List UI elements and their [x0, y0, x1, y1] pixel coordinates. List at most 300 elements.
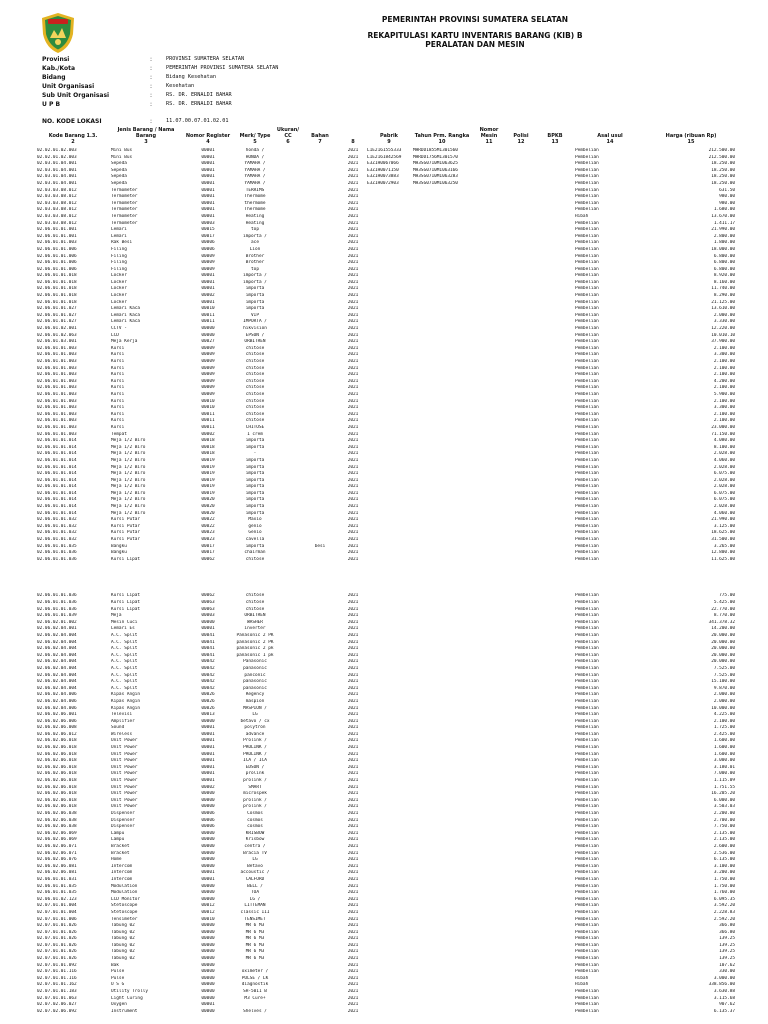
table-cell	[366, 524, 412, 531]
table-cell: 02.06.01.01.032	[37, 537, 77, 543]
table-cell: 2021	[347, 606, 359, 612]
table-cell: prolink /	[243, 804, 267, 810]
table-cell: 00006	[201, 240, 215, 246]
table-cell	[412, 884, 472, 891]
table-cell: 2021	[347, 956, 359, 962]
table-cell	[366, 679, 412, 686]
table-cell	[276, 620, 300, 627]
table-cell: 6.800.00	[713, 253, 735, 259]
table-row	[36, 168, 736, 175]
table-cell: 00012	[201, 909, 215, 915]
table-cell: Kursi Lipat	[111, 600, 141, 605]
table-cell: Pembelian	[575, 936, 599, 942]
table-cell	[506, 857, 536, 864]
table-cell: importa	[245, 438, 265, 444]
table-row	[36, 837, 736, 844]
table-cell: Dispenser	[111, 824, 135, 830]
table-cell	[536, 844, 574, 851]
table-cell	[366, 227, 412, 234]
table-cell: Bracket	[111, 850, 130, 856]
table-cell	[472, 923, 506, 930]
table-cell: 00000	[201, 830, 215, 836]
table-cell: 00000	[201, 883, 215, 889]
table-cell	[536, 692, 574, 699]
table-cell: oximeter /	[241, 969, 269, 975]
table-cell	[300, 550, 340, 557]
table-cell: importa	[245, 490, 265, 496]
table-cell: 2021	[347, 975, 359, 981]
table-row	[36, 227, 736, 234]
table-cell: importa	[245, 464, 265, 470]
table-cell: Home	[111, 857, 122, 863]
table-cell: Kursi	[111, 424, 125, 430]
table-cell: Pembelian	[575, 778, 599, 784]
table-cell	[276, 280, 300, 287]
table-cell: 00023	[201, 530, 215, 536]
table-cell	[506, 785, 536, 792]
table-cell	[366, 771, 412, 778]
column-header: BPKB	[547, 133, 563, 139]
table-cell: 2021	[347, 942, 359, 948]
table-cell: 6.075.00	[713, 490, 735, 496]
table-cell	[300, 530, 340, 537]
table-cell	[276, 326, 300, 333]
table-cell: Lemari Kaca	[111, 319, 141, 325]
table-cell	[300, 445, 340, 452]
table-cell	[300, 745, 340, 752]
table-cell	[366, 778, 412, 785]
table-cell	[472, 804, 506, 811]
table-cell: 02.06.02.06.038	[37, 811, 77, 816]
table-cell: Stetoscope	[111, 909, 138, 915]
table-cell: Pembelian	[575, 424, 599, 430]
table-cell	[412, 903, 472, 910]
table-cell	[472, 385, 506, 392]
table-cell: 6.000.00	[713, 797, 735, 803]
table-cell: Pembelian	[575, 659, 599, 665]
table-row	[36, 465, 736, 472]
table-cell: 20.000.00	[711, 639, 735, 645]
table-cell	[506, 260, 536, 267]
table-cell	[276, 732, 300, 739]
table-cell: Pembelian	[575, 253, 599, 259]
table-cell	[506, 399, 536, 406]
table-cell: Pembelian	[575, 725, 599, 731]
table-cell	[506, 936, 536, 943]
table-cell	[506, 425, 536, 432]
table-cell	[506, 666, 536, 673]
table-cell	[276, 725, 300, 732]
table-cell	[412, 484, 472, 491]
table-cell: 02.06.01.01.039	[37, 613, 77, 619]
table-cell: WASHER	[247, 619, 263, 625]
table-cell	[472, 399, 506, 406]
column-header: Bahan	[311, 133, 329, 139]
table-row	[36, 346, 736, 353]
table-cell	[276, 478, 300, 485]
table-cell: ace	[251, 240, 259, 246]
table-cell	[506, 976, 536, 983]
table-cell	[412, 1009, 472, 1016]
table-cell	[506, 465, 536, 472]
table-cell: 02.06.01.01.003	[37, 405, 77, 411]
table-cell	[536, 418, 574, 425]
table-cell: BELL /	[247, 883, 263, 889]
table-cell	[366, 484, 412, 491]
table-cell	[412, 405, 472, 412]
table-cell	[472, 544, 506, 551]
table-cell	[276, 699, 300, 706]
table-cell: importa	[245, 471, 265, 477]
table-cell: MHRDD1756M1301570	[413, 154, 458, 160]
table-cell: 1.725.00	[713, 725, 735, 731]
table-cell: 2.028.00	[713, 477, 735, 483]
table-row	[36, 286, 736, 293]
table-cell: 2021	[347, 391, 359, 397]
table-cell: Pembelian	[575, 484, 599, 490]
table-cell	[472, 313, 506, 320]
table-cell	[412, 240, 472, 247]
table-cell: 2021	[347, 352, 359, 358]
table-cell: Lampu	[111, 830, 125, 836]
table-cell	[276, 544, 300, 551]
table-cell	[472, 725, 506, 732]
table-cell	[412, 877, 472, 884]
table-row	[36, 188, 736, 195]
table-cell	[536, 831, 574, 838]
table-cell	[366, 956, 412, 963]
table-cell	[536, 771, 574, 778]
table-cell: 00013	[201, 712, 215, 718]
table-cell: LG	[252, 712, 258, 718]
table-cell: 00009	[201, 385, 215, 391]
table-cell	[412, 910, 472, 917]
table-cell: Tabung 02	[111, 949, 135, 955]
table-cell: 02.06.01.02.001	[37, 326, 77, 332]
table-cell	[412, 917, 472, 924]
table-cell	[472, 267, 506, 274]
table-cell: 02.06.02.06.076	[37, 857, 77, 863]
table-cell	[366, 804, 412, 811]
table-row	[36, 234, 736, 241]
table-cell	[366, 725, 412, 732]
table-cell: 00000	[201, 863, 215, 869]
meta-value: PROVINSI SUMATERA SELATAN	[166, 56, 245, 62]
table-cell	[276, 273, 300, 280]
table-cell: 2021	[347, 619, 359, 625]
table-cell: 00017	[201, 550, 215, 556]
location-code-value: 11.07.00.07.01.02.01	[166, 118, 229, 124]
table-cell	[276, 300, 300, 307]
table-cell: 02.06.01.01.014	[37, 504, 77, 510]
table-cell	[300, 943, 340, 950]
table-cell: 6.075.00	[713, 497, 735, 503]
table-row	[36, 254, 736, 261]
table-cell	[366, 339, 412, 346]
table-cell: Kursi	[111, 365, 125, 371]
table-cell	[536, 399, 574, 406]
table-cell	[506, 791, 536, 798]
table-cell	[276, 824, 300, 831]
table-cell: 2021	[347, 543, 359, 549]
table-cell: 02.03.03.08.012	[37, 213, 77, 219]
table-cell	[276, 831, 300, 838]
table-cell: 02.06.01.01.018	[37, 293, 77, 299]
table-cell: 02.06.02.04.004	[37, 665, 77, 671]
table-cell: 2021	[347, 365, 359, 371]
table-cell	[472, 557, 506, 564]
table-cell	[412, 943, 472, 950]
table-cell: betavo / cx	[240, 718, 270, 724]
table-cell: chitose	[245, 391, 265, 397]
table-cell	[536, 201, 574, 208]
table-cell	[536, 267, 574, 274]
table-cell: 00000	[201, 797, 215, 803]
table-cell	[536, 326, 574, 333]
table-cell: 18.000.00	[711, 246, 735, 252]
table-cell	[366, 824, 412, 831]
table-cell	[276, 804, 300, 811]
table-cell	[506, 593, 536, 600]
table-cell: Kursi	[111, 398, 125, 404]
table-cell	[536, 491, 574, 498]
table-cell	[300, 738, 340, 745]
table-cell	[536, 254, 574, 261]
table-cell	[536, 194, 574, 201]
table-cell: 2021	[347, 154, 359, 160]
table-row	[36, 280, 736, 287]
table-cell	[472, 712, 506, 719]
column-number: 9	[387, 139, 391, 145]
table-cell	[300, 425, 340, 432]
table-cell	[300, 174, 340, 181]
table-cell: 3.300.00	[713, 352, 735, 358]
table-cell: 02.06.02.06.038	[37, 824, 77, 830]
table-cell: 980.00	[719, 200, 735, 206]
table-cell: Pembelian	[575, 471, 599, 477]
report-title: REKAPITULASI KARTU INVENTARIS BARANG (KIB) B	[367, 31, 583, 40]
table-cell: 00001	[201, 154, 215, 160]
table-row	[36, 385, 736, 392]
table-cell: 631.50	[719, 187, 735, 193]
table-cell	[300, 870, 340, 877]
table-cell	[506, 877, 536, 884]
table-cell	[412, 633, 472, 640]
table-cell	[472, 844, 506, 851]
table-cell: Pembelian	[575, 672, 599, 678]
table-cell: 2.028.00	[713, 451, 735, 457]
table-cell: 4.080.00	[713, 438, 735, 444]
table-cell	[366, 686, 412, 693]
table-cell: 02.06.02.04.004	[37, 646, 77, 652]
table-cell: 02.06.01.01.006	[37, 260, 77, 266]
table-cell	[412, 504, 472, 511]
table-cell: 00000	[201, 942, 215, 948]
table-cell	[276, 798, 300, 805]
table-cell: Tensimeter	[111, 916, 138, 922]
table-cell: MR 6 M3	[245, 949, 265, 955]
table-cell: 2021	[347, 857, 359, 863]
table-cell: Kursi	[111, 411, 125, 417]
table-cell: Pembelian	[575, 870, 599, 876]
table-cell	[366, 600, 412, 607]
table-row	[36, 326, 736, 333]
table-cell	[412, 319, 472, 326]
table-cell	[536, 313, 574, 320]
table-row	[36, 752, 736, 759]
table-cell	[506, 989, 536, 996]
table-cell	[506, 706, 536, 713]
table-cell: Pembelian	[575, 817, 599, 823]
table-cell: Pembelian	[575, 372, 599, 378]
table-cell: Mini Bus	[111, 154, 133, 160]
table-cell	[472, 798, 506, 805]
table-cell: Locker	[111, 293, 127, 299]
table-cell	[300, 557, 340, 564]
table-cell: 00001	[201, 738, 215, 744]
table-cell	[300, 765, 340, 772]
table-cell	[506, 326, 536, 333]
table-cell: 2021	[347, 705, 359, 711]
table-cell: Pembelian	[575, 791, 599, 797]
table-cell: 00003	[201, 613, 215, 619]
table-cell: 00001	[201, 745, 215, 751]
table-cell	[536, 234, 574, 241]
table-cell	[366, 659, 412, 666]
table-row	[36, 640, 736, 647]
table-cell	[506, 712, 536, 719]
table-cell	[506, 897, 536, 904]
table-cell: 3.630.88	[713, 989, 735, 995]
table-cell: 2021	[347, 213, 359, 219]
table-cell	[366, 692, 412, 699]
table-row	[36, 897, 736, 904]
table-cell	[412, 930, 472, 937]
table-cell	[276, 227, 300, 234]
table-cell: A.C. Split	[111, 646, 138, 652]
table-cell	[536, 824, 574, 831]
table-cell	[506, 963, 536, 970]
table-cell	[472, 646, 506, 653]
table-cell	[506, 504, 536, 511]
table-cell	[536, 976, 574, 983]
table-cell	[366, 333, 412, 340]
table-cell	[506, 738, 536, 745]
table-cell: Pembelian	[575, 260, 599, 266]
table-cell	[300, 1009, 340, 1016]
table-cell	[276, 339, 300, 346]
table-cell: 7.525.00	[713, 672, 735, 678]
table-cell: 3.300.00	[713, 405, 735, 411]
table-cell: 00001	[201, 161, 215, 167]
table-cell: 00027	[201, 339, 215, 345]
table-cell: Pembelian	[575, 319, 599, 325]
table-cell	[300, 692, 340, 699]
table-cell: 02.06.01.02.123	[37, 896, 77, 902]
table-cell	[506, 949, 536, 956]
table-cell	[506, 725, 536, 732]
table-cell	[472, 686, 506, 693]
table-cell: 00000	[201, 837, 215, 843]
table-cell	[472, 857, 506, 864]
table-cell	[366, 758, 412, 765]
table-row	[36, 943, 736, 950]
table-cell: chitose	[245, 593, 265, 599]
table-cell: 775.00	[719, 593, 735, 599]
table-cell: Oxygen	[111, 1002, 127, 1008]
table-cell: Pembelian	[575, 233, 599, 239]
table-cell	[536, 593, 574, 600]
table-cell: Pembelian	[575, 174, 599, 180]
table-cell: 2.028.00	[713, 464, 735, 470]
table-cell	[506, 517, 536, 524]
table-cell	[472, 626, 506, 633]
table-cell: Kursi	[111, 391, 125, 397]
report-subtitle: PERALATAN DAN MESIN	[425, 40, 525, 49]
table-cell: 00001	[201, 180, 215, 186]
table-cell	[366, 326, 412, 333]
table-cell	[276, 712, 300, 719]
table-cell	[536, 497, 574, 504]
table-cell: Pembelian	[575, 804, 599, 810]
table-cell: 2.228.83	[713, 909, 735, 915]
table-cell	[536, 306, 574, 313]
table-cell: 00001	[201, 758, 215, 764]
table-cell: 02.06.02.06.006	[37, 718, 77, 724]
table-cell	[300, 778, 340, 785]
table-cell: Pembelian	[575, 619, 599, 625]
table-row	[36, 339, 736, 346]
table-cell	[472, 537, 506, 544]
table-cell: Pembelian	[575, 639, 599, 645]
table-cell	[536, 725, 574, 732]
table-cell	[472, 333, 506, 340]
table-cell: 2021	[347, 194, 359, 200]
table-cell	[276, 188, 300, 195]
table-row	[36, 804, 736, 811]
table-cell: Lemari Kaca	[111, 306, 141, 312]
table-cell: Brother	[245, 260, 265, 266]
table-cell	[276, 884, 300, 891]
column-number: 5	[253, 139, 257, 145]
table-cell: 6.800.00	[713, 260, 735, 266]
table-cell	[412, 607, 472, 614]
table-cell: MH3SG0710M1063625	[413, 161, 458, 167]
table-cell: 2021	[347, 405, 359, 411]
table-cell	[536, 438, 574, 445]
table-cell: Filing	[111, 253, 127, 259]
table-cell	[366, 798, 412, 805]
table-cell: Pembelian	[575, 240, 599, 246]
table-cell: Meja 1/2 Biro	[111, 504, 146, 510]
table-cell: 00015	[201, 227, 215, 233]
table-cell	[366, 497, 412, 504]
table-cell	[472, 471, 506, 478]
table-cell	[366, 653, 412, 660]
table-cell	[276, 293, 300, 300]
table-cell	[472, 260, 506, 267]
table-cell	[472, 930, 506, 937]
table-cell: Meja 1/2 Biro	[111, 438, 146, 444]
table-header-row	[36, 127, 736, 139]
table-cell	[536, 484, 574, 491]
table-cell	[412, 745, 472, 752]
table-cell: Pembelian	[575, 220, 599, 226]
table-cell: 02.06.02.06.012	[37, 731, 77, 737]
table-cell: Modulation	[111, 890, 138, 896]
table-cell: 00009	[201, 359, 215, 364]
table-cell: panasonic	[243, 665, 267, 671]
